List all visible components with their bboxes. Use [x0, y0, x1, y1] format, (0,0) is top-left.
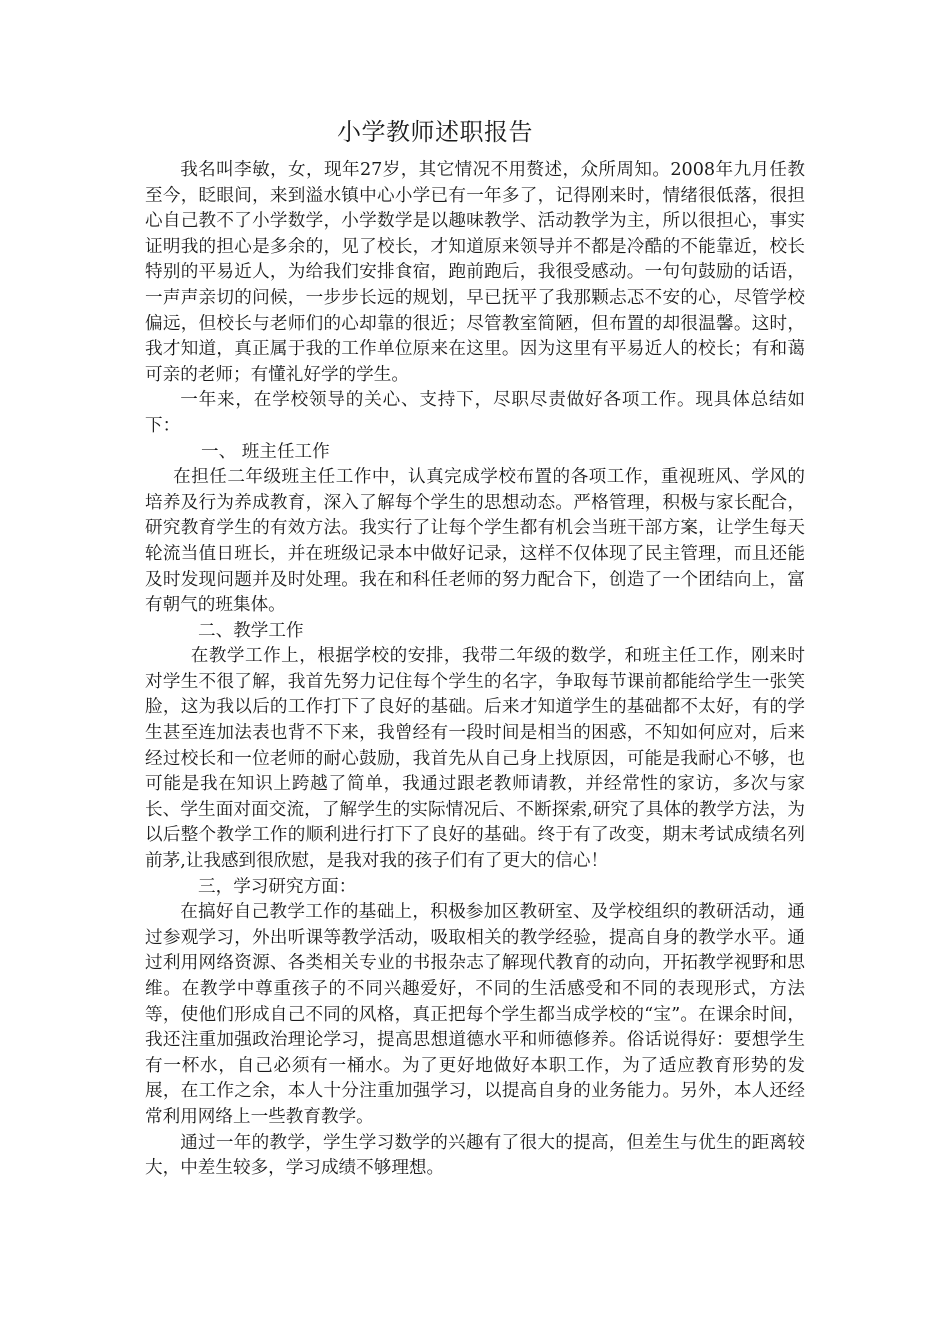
section-heading-teaching: 二、教学工作: [198, 620, 304, 641]
paragraph-conclusion: 通过一年的教学，学生学习数学的兴趣有了很大的提高，但差生与优生的距离较大，中差生较多，学习成绩不够理想。: [145, 1132, 805, 1179]
paragraph-summary-lead: 一年来，在学校领导的关心、支持下，尽职尽责做好各项工作。现具体总结如下：: [145, 390, 805, 436]
paragraph-intro: 我名叫李敏，女，现年27岁，其它情况不用赘述，众所周知。2008年九月任教至今，眨眼间，来到溢水镇中心小学已有一年多了，记得刚来时，情绪很低落，很担心自己教不了小学数学，小学数学是以趣味教学、活动教学为主，所以很担心，事实证明我的担心是多余的，见了校长，才知道原来领导并不都是冷酷的不能靠近，校长特别的平易近人，为给我们安排食宿，跑前跑后，我很受感动。一句句鼓励的话语，一声声亲切的问候，一步步长远的规划，早已抚平了我那颗忐忑不安的心，尽管学校偏远，但校长与老师们的心却靠的很近；尽管教室简陋，但布置的却很温馨。这时，我才知道，真正属于我的工作单位原来在这里。因为这里有平易近人的校长；有和蔼可亲的老师；有懂礼好学的学生。: [145, 160, 805, 385]
section-heading-class-teacher: 一、 班主任工作: [201, 441, 330, 462]
document-title: 小学教师述职报告: [337, 118, 533, 146]
section-heading-study: 三，学习研究方面：: [198, 876, 357, 897]
paragraph-teaching: 在教学工作上，根据学校的安排，我带二年级的数学，和班主任工作，刚来时对学生不很了解，我首先努力记住每个学生的名字，争取每节课前都能给学生一张笑脸，这为我以后的工作打下了良好的基础。后来才知道学生的基础都不太好，有的学生甚至连加法表也背不下来，我曾经有一段时间是相当的困惑，不知如何应对，后来经过校长和一位老师的耐心鼓励，我首先从自己身上找原因，可能是我耐心不够，也可能是我在知识上跨越了简单，我通过跟老教师请教，并经常性的家访，多次与家长、学生面对面交流，了解学生的实际情况后、不断探索,研究了具体的教学方法，为以后整个教学工作的顺利进行打下了良好的基础。终于有了改变，期末考试成绩名列前茅,让我感到很欣慰，是我对我的孩子们有了更大的信心！: [145, 646, 805, 872]
document-body: [145, 158, 805, 1182]
paragraph-study: 在搞好自己教学工作的基础上，积极参加区教研室、及学校组织的教研活动，通过参观学习，外出听课等教学活动，吸取相关的教学经验，提高自身的教学水平。通过利用网络资源、各类相关专业的书报杂志了解现代教育的动向，开拓教学视野和思维。在教学中尊重孩子的不同兴趣爱好，不同的生活感受和不同的表现形式，方法等，使他们形成自己不同的风格，真正把每个学生都当成学校的“宝”。在课余时间，我还注重加强政治理论学习，提高思想道德水平和师德修养。俗话说得好：要想学生有一杯水，自己必须有一桶水。为了更好地做好本职工作，为了适应教育形势的发展，在工作之余，本人十分注重加强学习，以提高自身的业务能力。另外，本人还经常利用网络上一些教育教学。: [145, 902, 805, 1127]
paragraph-class-teacher: 在担任二年级班主任工作中，认真完成学校布置的各项工作，重视班风、学风的培养及行为养成教育，深入了解每个学生的思想动态。严格管理，积极与家长配合，研究教育学生的有效方法。我实行了让每个学生都有机会当班干部方案，让学生每天轮流当值日班长，并在班级记录本中做好记录，这样不仅体现了民主管理，而且还能及时发现问题并及时处理。我在和科任老师的努力配合下，创造了一个团结向上，富有朝气的班集体。: [145, 467, 805, 616]
